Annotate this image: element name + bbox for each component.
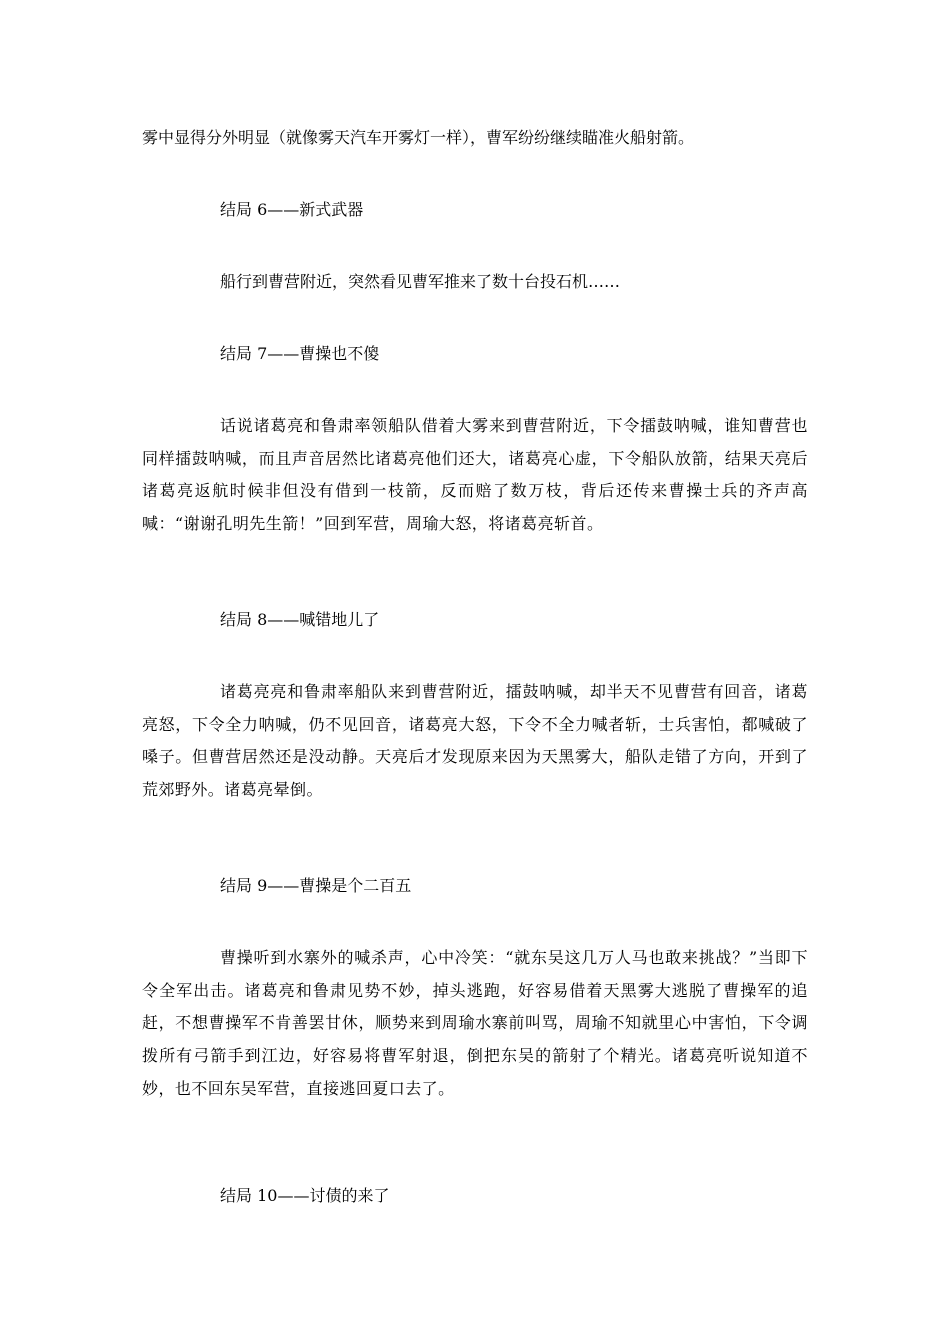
section-heading: 结局 10——讨债的来了 — [220, 1186, 390, 1205]
section-heading: 结局 8——喊错地儿了 — [220, 610, 380, 629]
section-body: 曹操听到水寨外的喊杀声，心中冷笑：“就东吴这几万人马也敢来挑战？”当即下令全军出击。诸葛亮和鲁肃见势不妙，掉头逃跑，好容易借着天黑雾大逃脱了曹操军的追赶，不想曹操军不肯善罢甘休，顺势来到周瑜水寨前叫骂，周瑜不知就里心中害怕，下令调拨所有弓箭手到江边，好容易将曹军射退，倒把东吴的箭射了个精光。诸葛亮听说知道不妙，也不回东吴军营，直接逃回夏口去了。 — [142, 948, 808, 1098]
section-heading: 结局 7——曹操也不傻 — [220, 344, 380, 363]
section-body: 诸葛亮亮和鲁肃率船队来到曹营附近，擂鼓呐喊，却半天不见曹营有回音，诸葛亮怒，下令全力呐喊，仍不见回音，诸葛亮大怒，下令不全力喊者斩，士兵害怕，都喊破了嗓子。但曹营居然还是没动静。天亮后才发现原来因为天黑雾大，船队走错了方向，开到了荒郊野外。诸葛亮晕倒。 — [142, 682, 808, 800]
section-heading: 结局 6——新式武器 — [220, 200, 364, 219]
continuation-text: 雾中显得分外明显（就像雾天汽车开雾灯一样），曹军纷纷继续瞄准火船射箭。 — [142, 128, 695, 147]
section-body: 船行到曹营附近，突然看见曹军推来了数十台投石机…… — [220, 272, 621, 291]
section-heading: 结局 9——曹操是个二百五 — [220, 876, 412, 895]
section-body: 话说诸葛亮和鲁肃率领船队借着大雾来到曹营附近，下令擂鼓呐喊，谁知曹营也同样擂鼓呐喊，而且声音居然比诸葛亮他们还大，诸葛亮心虚，下令船队放箭，结果天亮后诸葛亮返航时候非但没有借到一枝箭，反而赔了数万枝，背后还传来曹操士兵的齐声高喊：“谢谢孔明先生箭！”回到军营，周瑜大怒，将诸葛亮斩首。 — [142, 416, 808, 534]
